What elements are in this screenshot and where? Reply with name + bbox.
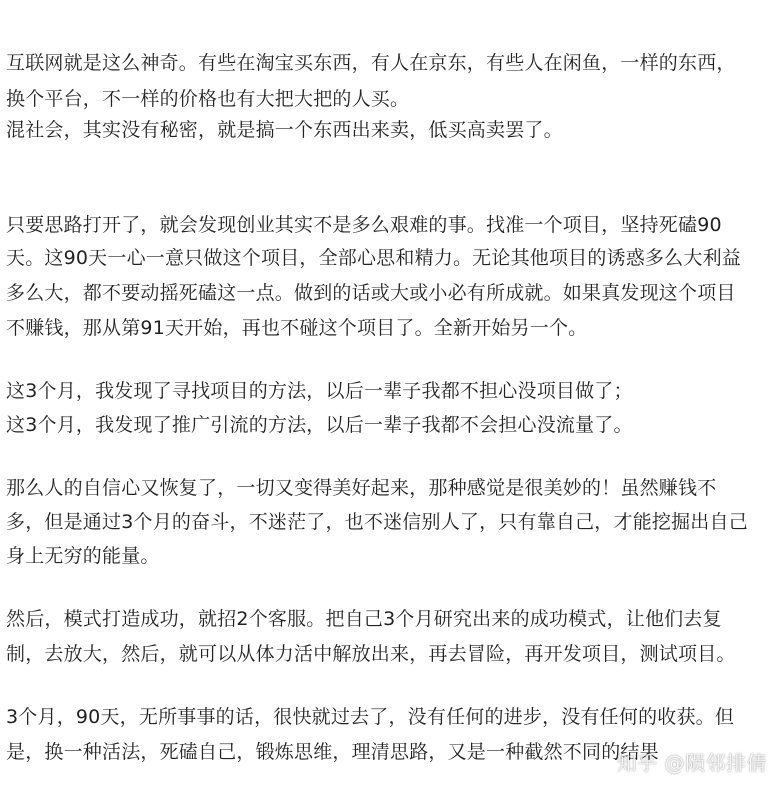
article-line: 只要思路打开了，就会发现创业其实不是多么艰难的事。找准一个项目，坚持死磕90 (6, 214, 722, 236)
article-line: 混社会，其实没有秘密，就是搞一个东西出来卖，低买高卖罢了。 (6, 119, 563, 141)
article-line: 不赚钱，那从第91天开始，再也不碰这个项目了。全新开始另一个。 (6, 317, 588, 339)
article-line: 天。这90天一心一意只做这个项目，全部心思和精力。无论其他项目的诱惑多么大利益 (6, 247, 741, 269)
article-line: 互联网就是这么神奇。有些在淘宝买东西，有人在京东，有些人在闲鱼，一样的东西， (6, 52, 736, 74)
article-line: 这3个月，我发现了推广引流的方法，以后一辈子我都不会担心没流量了。 (6, 414, 633, 436)
article-line: 多，但是通过3个月的奋斗，不迷茫了，也不迷信别人了，只有靠自己，才能挖掘出自己 (6, 511, 748, 533)
article-line: 那么人的自信心又恢复了，一切又变得美好起来，那种感觉是很美妙的！虽然赚钱不 (6, 477, 717, 499)
article-line: 是，换一种活法，死磕自己，锻炼思维，理清思路，又是一种截然不同的结果 (6, 741, 659, 763)
source-watermark: 知乎 @陨邻排倩 (616, 751, 767, 775)
article-line: 3个月，90天，无所事事的话，很快就过去了，没有任何的进步，没有任何的收获。但 (6, 706, 735, 728)
article-line: 身上无穷的能量。 (6, 545, 160, 567)
article-line: 然后，模式打造成功，就招2个客服。把自己3个月研究出来的成功模式，让他们去复 (6, 608, 722, 630)
article-line: 这3个月，我发现了寻找项目的方法，以后一辈子我都不担心没项目做了； (6, 380, 633, 402)
article-line: 制，去放大，然后，就可以从体力活中解放出来，再去冒险，再开发项目，测试项目。 (6, 643, 736, 665)
article-line: 换个平台，不一样的价格也有大把大把的人买。 (6, 88, 410, 110)
article-line: 多么大，都不要动摇死磕这一点。做到的话或大或小必有所成就。如果真发现这个项目 (6, 282, 736, 304)
